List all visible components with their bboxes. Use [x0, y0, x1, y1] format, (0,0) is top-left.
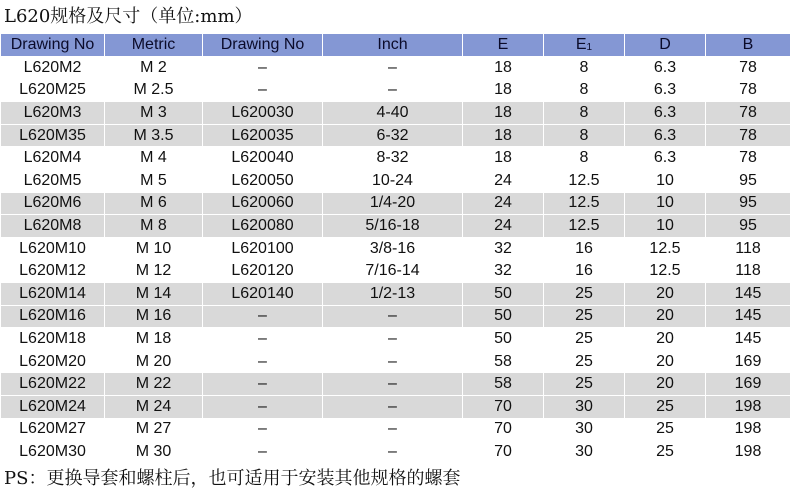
cell-metric: M 24: [105, 395, 203, 418]
cell-drawing-no-metric: L620M16: [1, 305, 105, 328]
cell-d: 6.3: [625, 102, 706, 125]
cell-e: 32: [463, 260, 544, 283]
cell-b: 78: [706, 102, 790, 125]
cell-drawing-no-metric: L620M18: [1, 328, 105, 351]
cell-e1: 8: [544, 124, 625, 147]
cell-d: 20: [625, 305, 706, 328]
cell-metric: M 3.5: [105, 124, 203, 147]
cell-inch: 10-24: [323, 169, 463, 192]
cell-drawing-no-metric: L620M4: [1, 147, 105, 170]
table-row: [1, 350, 790, 373]
cell-metric: M 2: [105, 57, 203, 80]
cell-metric: M 2.5: [105, 79, 203, 102]
table-row: [1, 147, 790, 170]
table-row: [1, 215, 790, 238]
cell-inch: –: [323, 418, 463, 441]
cell-drawing-no-metric: L620M27: [1, 418, 105, 441]
cell-b: 95: [706, 215, 790, 238]
cell-drawing-no-metric: L620M22: [1, 373, 105, 396]
cell-drawing-no-inch: L620100: [203, 237, 323, 260]
cell-drawing-no-metric: L620M3: [1, 102, 105, 125]
cell-drawing-no-inch: L620140: [203, 282, 323, 305]
table-row: [1, 395, 790, 418]
cell-b: 95: [706, 192, 790, 215]
cell-e1: 12.5: [544, 169, 625, 192]
cell-b: 198: [706, 441, 790, 464]
cell-b: 118: [706, 237, 790, 260]
cell-drawing-no-metric: L620M10: [1, 237, 105, 260]
cell-inch: –: [323, 350, 463, 373]
cell-drawing-no-inch: –: [203, 441, 323, 464]
cell-e: 24: [463, 192, 544, 215]
cell-d: 12.5: [625, 260, 706, 283]
header-e1-label: E: [575, 36, 587, 53]
table-row: [1, 418, 790, 441]
cell-drawing-no-metric: L620M5: [1, 169, 105, 192]
cell-e1: 8: [544, 147, 625, 170]
cell-drawing-no-inch: L620080: [203, 215, 323, 238]
cell-e1: 25: [544, 373, 625, 396]
cell-e: 58: [463, 350, 544, 373]
cell-inch: –: [323, 79, 463, 102]
cell-drawing-no-metric: L620M25: [1, 79, 105, 102]
cell-e1: 30: [544, 441, 625, 464]
cell-e1: 25: [544, 282, 625, 305]
cell-drawing-no-inch: L620120: [203, 260, 323, 283]
cell-d: 25: [625, 441, 706, 464]
cell-drawing-no-inch: –: [203, 350, 323, 373]
cell-e: 32: [463, 237, 544, 260]
table-body: [1, 57, 790, 464]
header-drawing-no-inch: Drawing No: [203, 34, 323, 57]
cell-e: 70: [463, 395, 544, 418]
table-row: [1, 373, 790, 396]
cell-inch: –: [323, 395, 463, 418]
cell-drawing-no-metric: L620M24: [1, 395, 105, 418]
cell-drawing-no-inch: L620050: [203, 169, 323, 192]
cell-d: 10: [625, 169, 706, 192]
cell-metric: M 16: [105, 305, 203, 328]
table-row: [1, 169, 790, 192]
cell-b: 169: [706, 373, 790, 396]
cell-b: 78: [706, 79, 790, 102]
cell-d: 6.3: [625, 147, 706, 170]
cell-drawing-no-metric: L620M30: [1, 441, 105, 464]
cell-d: 6.3: [625, 124, 706, 147]
cell-e1: 12.5: [544, 192, 625, 215]
cell-b: 78: [706, 57, 790, 80]
cell-e1: 8: [544, 57, 625, 80]
table-row: [1, 237, 790, 260]
cell-d: 10: [625, 215, 706, 238]
cell-inch: –: [323, 305, 463, 328]
cell-e1: 25: [544, 350, 625, 373]
cell-e1: 30: [544, 418, 625, 441]
cell-drawing-no-inch: –: [203, 79, 323, 102]
table-row: [1, 57, 790, 80]
cell-e1: 8: [544, 102, 625, 125]
cell-b: 78: [706, 147, 790, 170]
table-row: [1, 441, 790, 464]
cell-metric: M 18: [105, 328, 203, 351]
cell-inch: –: [323, 328, 463, 351]
cell-d: 10: [625, 192, 706, 215]
cell-inch: –: [323, 373, 463, 396]
cell-b: 169: [706, 350, 790, 373]
header-e1: [544, 34, 625, 57]
cell-e: 50: [463, 282, 544, 305]
cell-e: 70: [463, 418, 544, 441]
cell-e: 50: [463, 328, 544, 351]
cell-e: 24: [463, 169, 544, 192]
cell-inch: 6-32: [323, 124, 463, 147]
table-row: [1, 192, 790, 215]
cell-b: 78: [706, 124, 790, 147]
cell-drawing-no-metric: L620M14: [1, 282, 105, 305]
cell-b: 145: [706, 282, 790, 305]
header-e1-subscript: 1: [586, 42, 593, 53]
cell-e: 50: [463, 305, 544, 328]
cell-e1: 8: [544, 79, 625, 102]
cell-metric: M 6: [105, 192, 203, 215]
cell-e: 18: [463, 57, 544, 80]
cell-e: 18: [463, 102, 544, 125]
cell-e: 18: [463, 147, 544, 170]
cell-drawing-no-metric: L620M2: [1, 57, 105, 80]
cell-d: 20: [625, 328, 706, 351]
cell-drawing-no-inch: –: [203, 328, 323, 351]
cell-metric: M 20: [105, 350, 203, 373]
cell-drawing-no-inch: –: [203, 57, 323, 80]
cell-inch: –: [323, 441, 463, 464]
cell-inch: 8-32: [323, 147, 463, 170]
cell-metric: M 14: [105, 282, 203, 305]
cell-b: 198: [706, 418, 790, 441]
cell-metric: M 22: [105, 373, 203, 396]
page-title: L620规格及尺寸（单位:mm）: [4, 6, 253, 27]
cell-b: 95: [706, 169, 790, 192]
cell-metric: M 27: [105, 418, 203, 441]
cell-b: 198: [706, 395, 790, 418]
cell-e1: 16: [544, 237, 625, 260]
cell-inch: –: [323, 57, 463, 80]
cell-e: 24: [463, 215, 544, 238]
cell-e1: 25: [544, 305, 625, 328]
cell-e1: 30: [544, 395, 625, 418]
cell-b: 145: [706, 305, 790, 328]
table-row: [1, 79, 790, 102]
cell-metric: M 30: [105, 441, 203, 464]
cell-inch: 1/2-13: [323, 282, 463, 305]
table-header-row: [1, 34, 790, 57]
table-row: [1, 328, 790, 351]
cell-e: 18: [463, 79, 544, 102]
cell-inch: 1/4-20: [323, 192, 463, 215]
header-inch: Inch: [323, 34, 463, 57]
cell-d: 20: [625, 282, 706, 305]
spec-table: [0, 33, 790, 464]
cell-metric: M 8: [105, 215, 203, 238]
cell-drawing-no-metric: L620M12: [1, 260, 105, 283]
cell-e1: 25: [544, 328, 625, 351]
table-row: [1, 305, 790, 328]
cell-d: 6.3: [625, 79, 706, 102]
cell-drawing-no-metric: L620M35: [1, 124, 105, 147]
cell-d: 12.5: [625, 237, 706, 260]
cell-d: 6.3: [625, 57, 706, 80]
footer-note: PS：更换导套和螺柱后，也可适用于安装其他规格的螺套: [4, 468, 461, 489]
cell-drawing-no-inch: L620035: [203, 124, 323, 147]
table-row: [1, 282, 790, 305]
cell-e1: 12.5: [544, 215, 625, 238]
cell-drawing-no-inch: –: [203, 305, 323, 328]
cell-metric: M 3: [105, 102, 203, 125]
header-b: B: [706, 34, 790, 57]
cell-d: 20: [625, 350, 706, 373]
cell-drawing-no-metric: L620M8: [1, 215, 105, 238]
cell-inch: 7/16-14: [323, 260, 463, 283]
table-row: [1, 102, 790, 125]
cell-drawing-no-metric: L620M20: [1, 350, 105, 373]
cell-b: 118: [706, 260, 790, 283]
cell-drawing-no-metric: L620M6: [1, 192, 105, 215]
cell-drawing-no-inch: L620060: [203, 192, 323, 215]
cell-e: 70: [463, 441, 544, 464]
cell-inch: 5/16-18: [323, 215, 463, 238]
cell-e: 58: [463, 373, 544, 396]
cell-b: 145: [706, 328, 790, 351]
cell-e: 18: [463, 124, 544, 147]
cell-metric: M 10: [105, 237, 203, 260]
cell-d: 25: [625, 395, 706, 418]
table-row: [1, 124, 790, 147]
cell-drawing-no-inch: –: [203, 418, 323, 441]
cell-drawing-no-inch: L620030: [203, 102, 323, 125]
cell-inch: 3/8-16: [323, 237, 463, 260]
cell-metric: M 5: [105, 169, 203, 192]
cell-metric: M 12: [105, 260, 203, 283]
header-drawing-no-metric: Drawing No: [1, 34, 105, 57]
header-d: D: [625, 34, 706, 57]
header-metric: Metric: [105, 34, 203, 57]
cell-inch: 4-40: [323, 102, 463, 125]
cell-d: 20: [625, 373, 706, 396]
table-row: [1, 260, 790, 283]
header-e: E: [463, 34, 544, 57]
cell-drawing-no-inch: –: [203, 373, 323, 396]
cell-drawing-no-inch: –: [203, 395, 323, 418]
cell-d: 25: [625, 418, 706, 441]
cell-metric: M 4: [105, 147, 203, 170]
cell-e1: 16: [544, 260, 625, 283]
cell-drawing-no-inch: L620040: [203, 147, 323, 170]
